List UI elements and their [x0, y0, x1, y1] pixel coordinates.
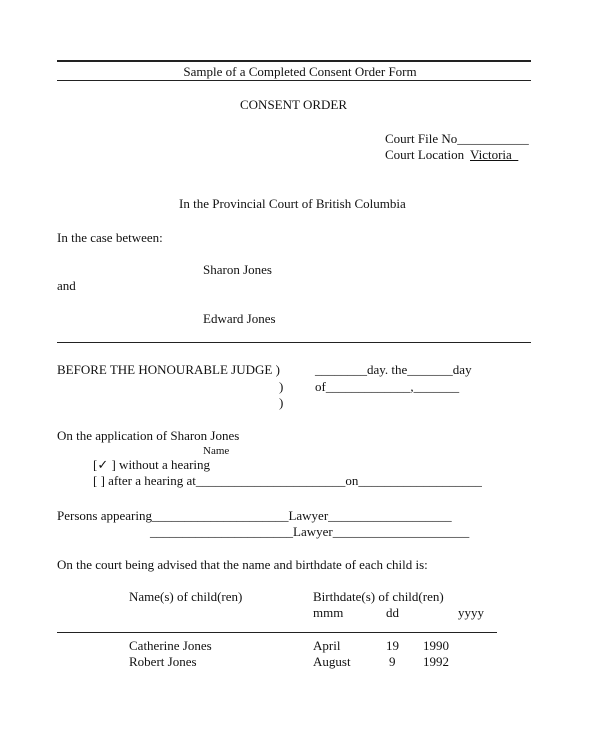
top-rule — [57, 60, 531, 62]
court-file-no: Court File No___________ — [385, 131, 529, 146]
name-caption: Name — [203, 445, 230, 457]
of-line: of_____________,_______ — [315, 379, 460, 394]
application-line: On the application of Sharon Jones — [57, 428, 240, 443]
child-name: Robert Jones — [129, 654, 197, 669]
after-hearing-option: [ ] after a hearing at_______________________on___________________ — [93, 473, 482, 488]
case-and: and — [57, 278, 76, 293]
bracket-paren-3: ) — [279, 395, 284, 410]
day-line: ________day. the_______day — [315, 362, 472, 377]
parties-rule — [57, 342, 531, 343]
child-day: 9 — [389, 654, 396, 669]
persons-appearing-line2: ______________________Lawyer_____________________ — [150, 524, 470, 539]
col-mm-header: mmm — [313, 605, 344, 620]
children-birth-header: Birthdate(s) of child(ren) — [313, 589, 444, 604]
child-year: 1990 — [423, 638, 449, 653]
children-intro: On the court being advised that the name and birthdate of each child is: — [57, 557, 428, 572]
form-title: Sample of a Completed Consent Order Form — [183, 64, 417, 79]
children-name-header: Name(s) of child(ren) — [129, 589, 243, 604]
persons-appearing-line1: Persons appearing_____________________Lawyer___________________ — [57, 508, 452, 523]
before-judge-label: BEFORE THE HONOURABLE JUDGE ) — [57, 362, 280, 377]
party-1: Sharon Jones — [203, 262, 272, 277]
col-yyyy-header: yyyy — [458, 605, 484, 620]
title-underline — [57, 80, 531, 81]
child-year: 1992 — [423, 654, 449, 669]
without-hearing-option: [✓ ] without a hearing — [93, 457, 211, 472]
child-name: Catherine Jones — [129, 638, 212, 653]
child-month: August — [313, 654, 351, 669]
col-dd-header: dd — [386, 605, 399, 620]
party-2: Edward Jones — [203, 311, 276, 326]
court-heading: In the Provincial Court of British Columbia — [179, 196, 406, 211]
children-table-rule — [57, 632, 497, 633]
court-location-value: Victoria — [470, 147, 519, 162]
court-location-label: Court Location — [385, 147, 465, 162]
order-title: CONSENT ORDER — [240, 97, 348, 112]
child-month: April — [313, 638, 341, 653]
child-day: 19 — [386, 638, 399, 653]
case-intro: In the case between: — [57, 230, 163, 245]
bracket-paren-2: ) — [279, 379, 284, 394]
